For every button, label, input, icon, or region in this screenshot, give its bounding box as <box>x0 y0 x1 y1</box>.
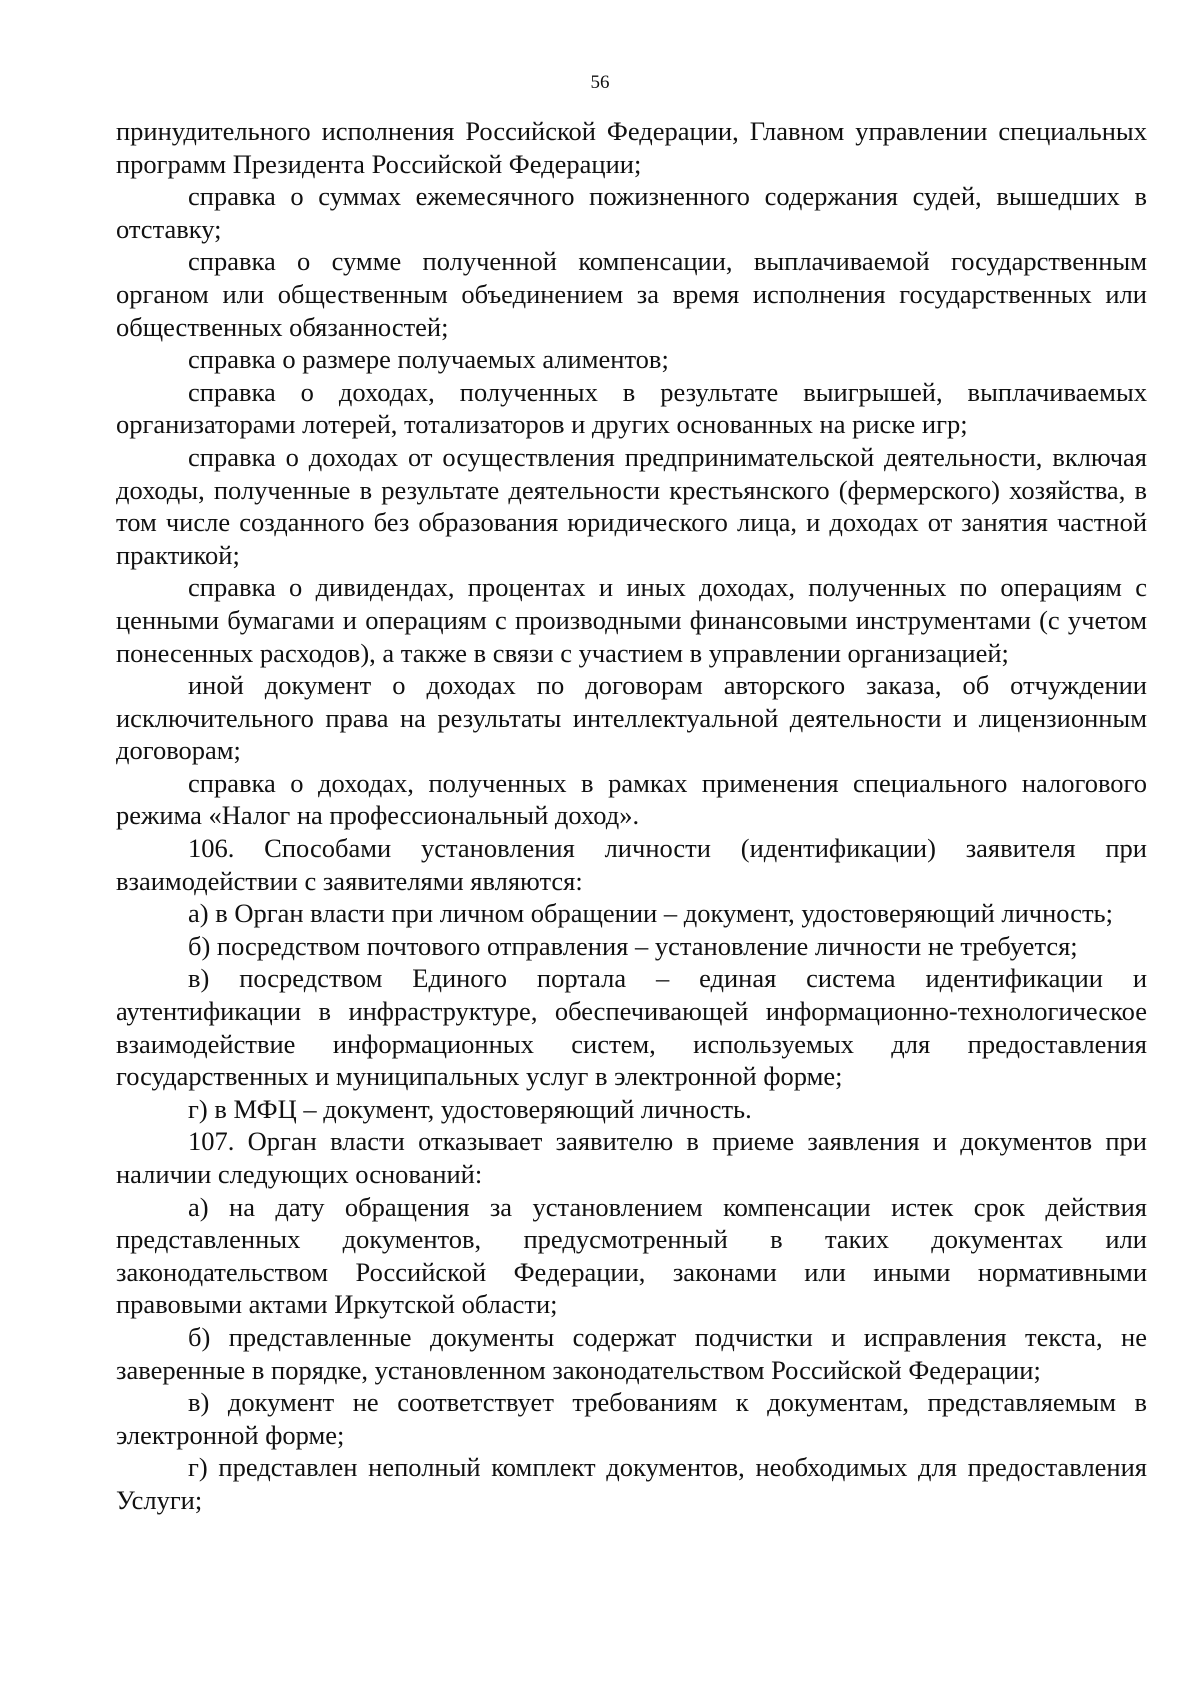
paragraph-certificate-compensation: справка о сумме полученной компенсации, выплачиваемой государственным органом или общественным объединением за время исполнения государственных или общественных обязанностей; <box>116 246 1147 342</box>
paragraph-continuation: принудительного исполнения Российской Федерации, Главном управлении специальных программ Президента Российской Федерации; <box>116 116 1147 179</box>
paragraph-107-b: б) представленные документы содержат подчистки и исправления текста, не заверенные в порядке, установленном законодательством Российской Федерации; <box>116 1321 1147 1385</box>
paragraph-106: 106. Способами установления личности (идентификации) заявителя при взаимодействии с заявителями являются: <box>116 833 1147 896</box>
paragraph-107-v: в) документ не соответствует требованиям к документам, представляемым в электронной форме; <box>116 1387 1147 1450</box>
page-number: 56 <box>590 72 610 93</box>
paragraph-106-v: в) посредством Единого портала – единая система идентификации и аутентификации в инфраструктуре, обеспечивающей информационно-технологическое взаимодействие информационных систем, используемых для предоставления государственных и муниципальных услуг в электронной форме; <box>116 963 1147 1092</box>
paragraph-certificate-business: справка о доходах от осуществления предпринимательской деятельности, включая доходы, полученные в результате деятельности крестьянского (фермерского) хозяйства, в том числе созданного без образования юридического лица, и доходах от занятия частной практикой; <box>116 441 1147 570</box>
paragraph-106-b: б) посредством почтового отправления – установление личности не требуется; <box>188 930 1078 961</box>
paragraph-professional-income-tax: справка о доходах, полученных в рамках применения специального налогового режима «Налог на профессиональный доход». <box>116 767 1147 831</box>
paragraph-copyright-income: иной документ о доходах по договорам авторского заказа, об отчуждении исключительного права на результаты интеллектуальной деятельности и лицензионным договорам; <box>116 670 1147 766</box>
paragraph-107-g: г) представлен неполный комплект документов, необходимых для предоставления Услуги; <box>116 1452 1147 1515</box>
paragraph-certificate-dividends: справка о дивидендах, процентах и иных доходах, полученных по операциям с ценными бумагами и операциям с производными финансовыми инструментами (с учетом понесенных расходов), а также в связи с участием в управлении организацией; <box>116 572 1147 668</box>
paragraph-certificate-alimony: справка о размере получаемых алиментов; <box>188 344 669 375</box>
paragraph-107-a: а) на дату обращения за установлением компенсации истек срок действия представленных документов, предусмотренный в таких документах или законодательством Российской Федерации, законами или иными нормативными правовыми актами Иркутской области; <box>116 1191 1147 1320</box>
paragraph-107: 107. Орган власти отказывает заявителю в приеме заявления и документов при наличии следующих оснований: <box>116 1126 1147 1189</box>
paragraph-certificate-winnings: справка о доходах, полученных в результате выигрышей, выплачиваемых организаторами лотерей, тотализаторов и других основанных на риске игр; <box>116 376 1147 440</box>
paragraph-106-a: а) в Орган власти при личном обращении – документ, удостоверяющий личность; <box>188 898 1113 929</box>
document-body <box>116 115 1147 1517</box>
paragraph-106-g: г) в МФЦ – документ, удостоверяющий личность. <box>188 1093 752 1124</box>
paragraph-certificate-judges: справка о суммах ежемесячного пожизненного содержания судей, вышедших в отставку; <box>116 181 1147 244</box>
